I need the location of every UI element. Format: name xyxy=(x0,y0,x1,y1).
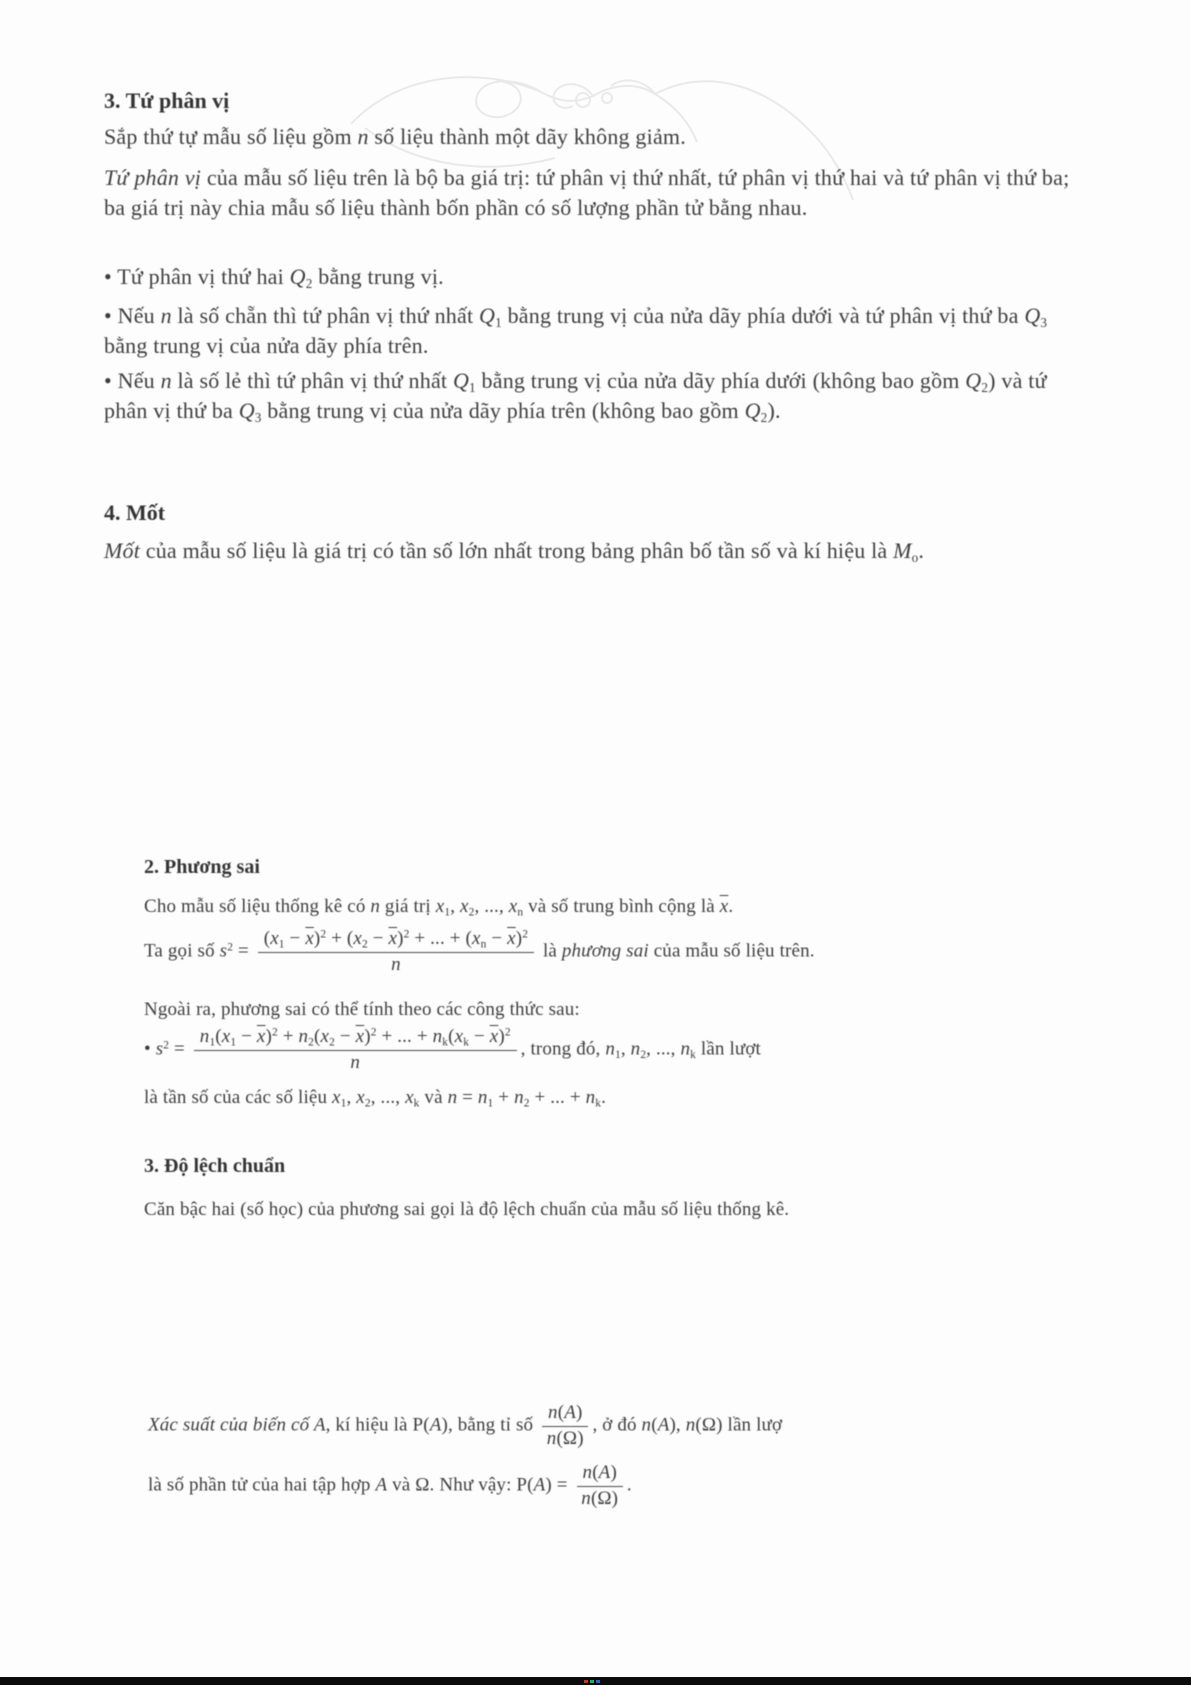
section-heading-tu-phan-vi: 3. Tứ phân vị xyxy=(104,88,230,113)
para-sap-thu-tu: Sắp thứ tự mẫu số liệu gồm n số liệu thành một dãy không giảm. xyxy=(104,124,686,149)
bullet-tu-phan-vi-thu-hai: • Tứ phân vị thứ hai $Q_2$ bằng trung vị. xyxy=(104,264,444,291)
scan-artifact-dot-red xyxy=(584,1680,588,1683)
scan-artifact-dot-blue xyxy=(596,1680,600,1683)
para-tu-phan-vi-dinh-nghia: Tứ phân vị của mẫu số liệu trên là bộ ba giá trị: tứ phân vị thứ nhất, tứ phân vị thứ hai và tứ phân vị thứ ba; ba giá trị này chia mẫu số liệu thành bốn phần có số lượng phần tử bằng nhau. xyxy=(104,165,1070,220)
scan-edge-bar xyxy=(0,1677,1191,1685)
section-heading-mot: 4. Mốt xyxy=(104,500,166,525)
section-heading-phuong-sai: 2. Phương sai xyxy=(144,856,260,878)
section-heading-do-lech-chuan: 3. Độ lệch chuẩn xyxy=(144,1155,286,1177)
para-la-so-phan-tu: là số phần tử của hai tập hợp A và Ω. Như vậy: P(A) = $\frac{n(A)}{n(\Omega)}$ . xyxy=(148,1462,632,1509)
para-cho-mau: Cho mẫu số liệu thống kê có n giá trị $x_1$, $x_2$, ..., $x_n$ và số trung bình cộng là $\overline{x}$. xyxy=(144,896,734,919)
para-can-bac-hai: Căn bậc hai (số học) của phương sai gọi là độ lệch chuẩn của mẫu số liệu thống kê. xyxy=(144,1199,790,1220)
para-ngoai-ra: Ngoài ra, phương sai có thể tính theo các công thức sau: xyxy=(144,999,580,1020)
para-mot: Mốt của mẫu số liệu là giá trị có tần số lớn nhất trong bảng phân bố tần số và kí hiệu là $M_o$. xyxy=(104,538,925,565)
para-xac-suat: Xác suất của biến cố A, kí hiệu là P(A), bằng tỉ số $\frac{n(A)}{n(\Omega)}$ , ở đó n(A), n(Ω) lần lượ xyxy=(148,1402,783,1449)
para-la-tan-so: là tần số của các số liệu $x_1$, $x_2$, ..., $x_k$ và $n = n_1 + n_2$ + ... + $n_k$. xyxy=(144,1087,607,1110)
scan-artifact-dot-green xyxy=(590,1680,594,1683)
formula-s2-tan-so: • $s^2$ = $\frac{n_1(x_1 - \overline{x})^2 + n_2(x_2 - \overline{x})^2 + ... + n_k(x_k - \overline{x})^2}{n}$ , trong đó, $n_1$, $n_2$, ..., $n_k$ lần lượt xyxy=(144,1026,761,1073)
bullet-n-le: • Nếu n là số lẻ thì tứ phân vị thứ nhất $Q_1$ bằng trung vị của nửa dãy phía dưới (không bao gồm $Q_2$) và tứ phân vị thứ ba $Q_3$ bằng trung vị của nửa dãy phía trên (không bao gồm $Q_2$). xyxy=(104,368,1047,425)
para-ta-goi-so: Ta gọi số $s^2$ = $\frac{(x_1 - \overline{x})^2 + (x_2 - \overline{x})^2 + ... + (x_n - \overline{x})^2}{n}$ là phương sai của mẫu số liệu trên. xyxy=(144,928,815,975)
bullet-n-chan: • Nếu n là số chẵn thì tứ phân vị thứ nhất $Q_1$ bằng trung vị của nửa dãy phía dưới và tứ phân vị thứ ba $Q_3$ bằng trung vị của nửa dãy phía trên. xyxy=(104,303,1048,358)
